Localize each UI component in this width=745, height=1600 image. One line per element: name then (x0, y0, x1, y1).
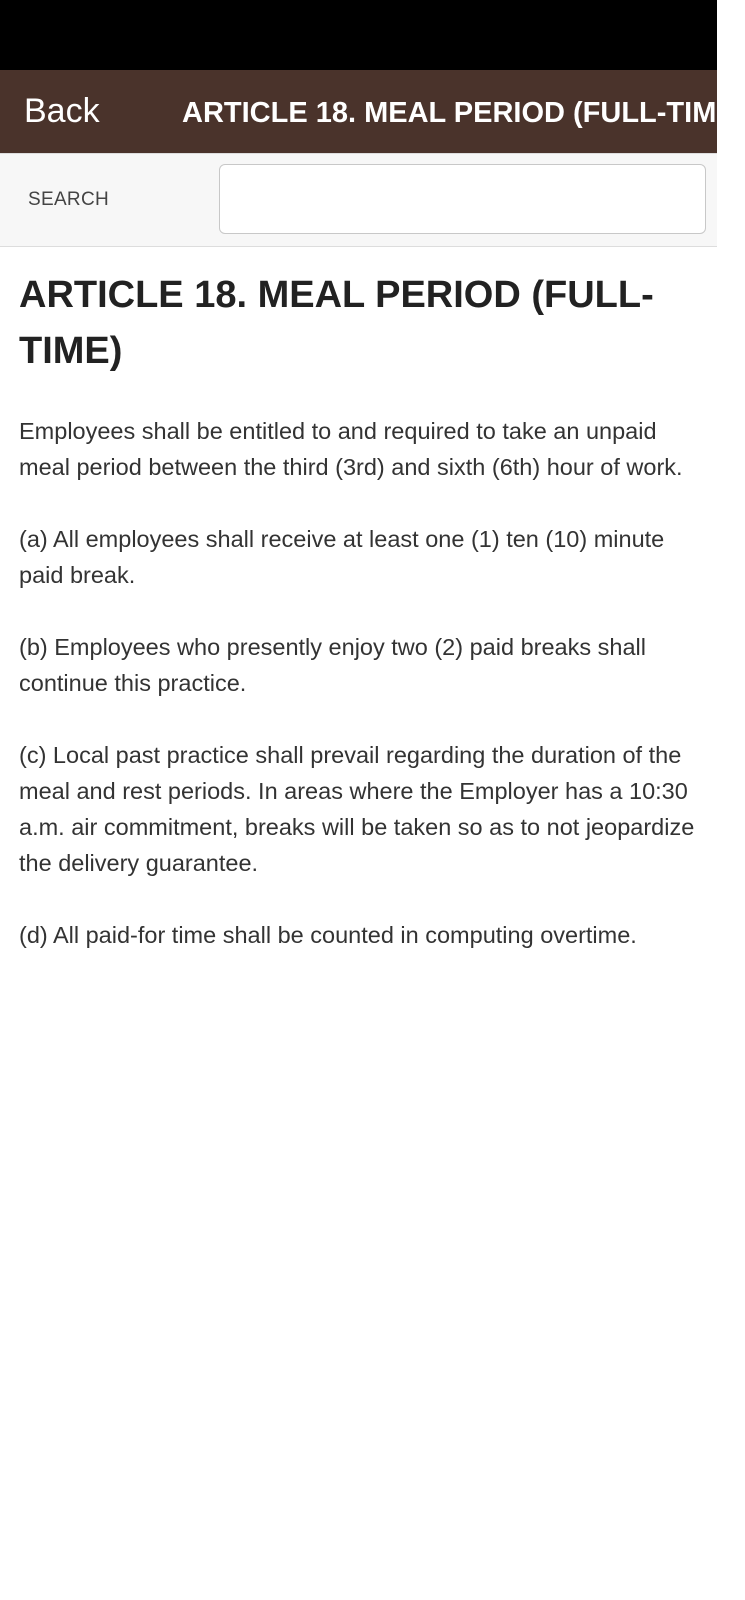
article-body (19, 413, 698, 953)
back-button[interactable]: Back (24, 92, 100, 130)
search-input[interactable] (219, 164, 706, 234)
article-paragraph: (b) Employees who presently enjoy two (2) paid breaks shall continue this practice. (19, 634, 646, 696)
article-paragraph: (a) All employees shall receive at least one (1) ten (10) minute paid break. (19, 526, 665, 588)
app-header (0, 70, 745, 153)
article-paragraph: Employees shall be entitled to and required to take an unpaid meal period between the third (3rd) and sixth (6th) hour of work. (19, 418, 683, 480)
article-paragraph: (c) Local past practice shall prevail regarding the duration of the meal and rest periods. In areas where the Employer has a 10:30 a.m. air commitment, breaks will be taken so as to not jeopardize the delivery guarantee. (19, 742, 695, 876)
article-title: ARTICLE 18. MEAL PERIOD (FULL-TIME) (19, 274, 654, 372)
header-title: ARTICLE 18. MEAL PERIOD (FULL-TIME) (182, 97, 745, 129)
article-content (0, 247, 717, 953)
status-bar (0, 0, 717, 70)
article-paragraph: (d) All paid-for time shall be counted in computing overtime. (19, 922, 637, 948)
search-bar (0, 153, 717, 247)
search-label: SEARCH (28, 189, 109, 210)
